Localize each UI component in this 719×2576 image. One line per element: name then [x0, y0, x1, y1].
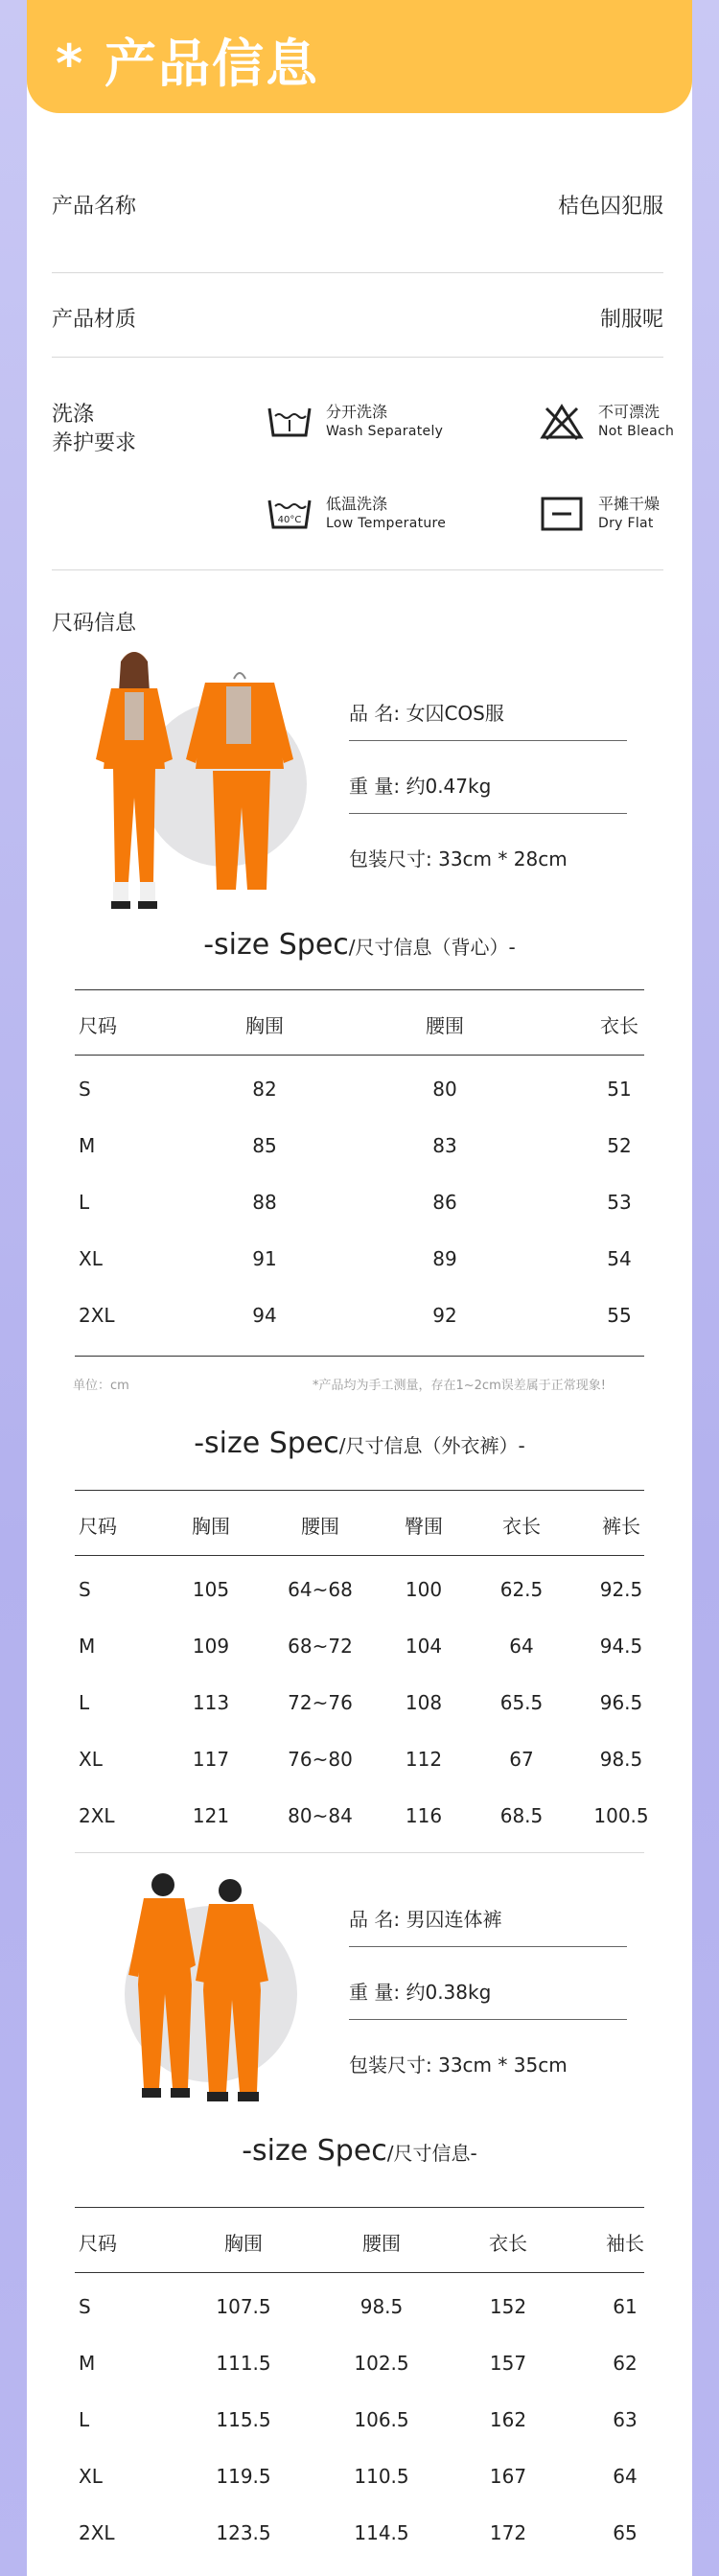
table-cell: 67: [509, 1748, 534, 1771]
spec2-title-small: /尺寸信息（外衣裤）-: [338, 1434, 525, 1457]
table-cell: 72~76: [288, 1691, 353, 1714]
product2-weight-label: 重 量:: [349, 1981, 401, 2004]
divider: [52, 357, 663, 358]
table-cell: 85: [252, 1134, 277, 1157]
product1-name-value: 女囚COS服: [406, 702, 504, 725]
product2-weight-line: [349, 1977, 627, 2005]
table-cell: 64: [613, 2465, 638, 2488]
care-label-line1: 洗涤: [52, 403, 95, 427]
underline: [349, 740, 627, 741]
table-cell: L: [79, 1691, 90, 1714]
care-item-no-bleach: [539, 403, 674, 441]
care-en: Not Bleach: [598, 424, 675, 439]
table-cell: 52: [607, 1134, 632, 1157]
spec3-table: [75, 2207, 644, 2576]
table-cell: 113: [192, 1691, 230, 1714]
product-name-label: 产品名称: [52, 195, 137, 219]
table-cell: 82: [252, 1078, 277, 1101]
table-cell: XL: [79, 1748, 103, 1771]
table-cell: 83: [432, 1134, 457, 1157]
table-cell: 100: [405, 1578, 443, 1601]
measure-note: *产品均为手工测量，存在1~2cm误差属于正常现象!: [313, 1379, 606, 1393]
table-cell: 157: [489, 2352, 527, 2375]
divider: [52, 272, 663, 273]
table-cell: M: [79, 2352, 96, 2375]
care-label-line2: 养护要求: [52, 431, 137, 455]
product2-pack-value: 33cm * 35cm: [438, 2054, 568, 2077]
table-header-cell: 胸围: [245, 1014, 284, 1037]
table-cell: 65.5: [499, 1691, 544, 1714]
table-header-cell: 衣长: [502, 1515, 541, 1538]
unit-note: 单位：cm: [73, 1379, 129, 1393]
table-cell: S: [79, 1078, 91, 1101]
table-cell: 2XL: [79, 1804, 115, 1827]
care-zh: 低温洗涤: [326, 495, 388, 513]
table-cell: 104: [405, 1635, 443, 1658]
table-cell: 53: [607, 1191, 632, 1214]
table-header-cell: 尺码: [79, 2232, 117, 2255]
table-cell: 2XL: [79, 2521, 115, 2544]
low-temp-wash-icon: [267, 495, 313, 533]
product1-weight-line: [349, 771, 627, 799]
table-cell: 62.5: [499, 1578, 544, 1601]
table-cell: 68.5: [499, 1804, 544, 1827]
spec1-title: [0, 928, 719, 962]
spec3-title-small: /尺寸信息-: [386, 2142, 477, 2165]
product1-pack-value: 33cm * 28cm: [438, 847, 568, 870]
table-cell: XL: [79, 1247, 103, 1270]
table-cell: 96.5: [599, 1691, 643, 1714]
care-zh: 不可漂洗: [598, 403, 661, 421]
table-cell: S: [79, 2295, 91, 2318]
table-cell: 115.5: [216, 2408, 271, 2431]
table-cell: 89: [432, 1247, 457, 1270]
divider: [52, 569, 663, 570]
spec1-title-small: /尺寸信息（背心）-: [348, 936, 516, 959]
underline: [349, 813, 627, 814]
table-header-cell: 腰围: [362, 2232, 401, 2255]
table-cell: 92: [432, 1304, 457, 1327]
svg-text:40°C: 40°C: [277, 515, 302, 525]
table-cell: 65: [613, 2521, 638, 2544]
table-cell: 116: [405, 1804, 443, 1827]
table-cell: 64~68: [288, 1578, 353, 1601]
table-cell: 63: [613, 2408, 638, 2431]
product-material-label: 产品材质: [52, 308, 137, 332]
table-header-cell: 臀围: [405, 1515, 443, 1538]
table-cell: L: [79, 1191, 90, 1214]
no-bleach-icon: [539, 403, 585, 441]
divider: [75, 1852, 644, 1853]
table-cell: 98.5: [360, 2295, 404, 2318]
table-cell: 121: [192, 1804, 230, 1827]
product1-name-line: [349, 698, 627, 726]
table-cell: 152: [489, 2295, 527, 2318]
table-cell: 94.5: [599, 1635, 643, 1658]
table-cell: 55: [607, 1304, 632, 1327]
table-header-cell: 胸围: [192, 1515, 230, 1538]
table-cell: 167: [489, 2465, 527, 2488]
table-header-cell: 裤长: [602, 1515, 640, 1538]
table-cell: S: [79, 1578, 91, 1601]
product2-name-value: 男囚连体裤: [406, 1908, 502, 1931]
table-cell: 107.5: [216, 2295, 271, 2318]
table-cell: 106.5: [354, 2408, 409, 2431]
male-jumpsuit-photo: [96, 1869, 316, 2109]
table-header-cell: 胸围: [224, 2232, 263, 2255]
table-cell: 91: [252, 1247, 277, 1270]
table-cell: L: [79, 2408, 90, 2431]
care-item-dry-flat: [539, 495, 660, 533]
table-rule: [75, 1555, 644, 1556]
table-rule: [75, 2207, 644, 2208]
care-zh: 分开洗涤: [326, 403, 388, 421]
product2-name-line: [349, 1904, 627, 1932]
table-cell: 111.5: [216, 2352, 271, 2375]
care-item-wash-separately: [267, 403, 443, 441]
table-cell: 100.5: [593, 1804, 649, 1827]
care-item-low-temperature: [267, 495, 446, 533]
table-header-cell: 尺码: [79, 1014, 117, 1037]
spec2-title: [0, 1427, 719, 1460]
table-cell: 172: [489, 2521, 527, 2544]
table-rule: [75, 1490, 644, 1491]
table-cell: 98.5: [599, 1748, 643, 1771]
table-cell: 76~80: [288, 1748, 353, 1771]
table-cell: 123.5: [216, 2521, 271, 2544]
table-header-cell: 衣长: [489, 2232, 527, 2255]
underline: [349, 1946, 627, 1947]
wash-separately-icon: [267, 403, 313, 441]
table-header-cell: 腰围: [426, 1014, 464, 1037]
table-cell: 105: [192, 1578, 230, 1601]
table-header-cell: 腰围: [301, 1515, 339, 1538]
table-cell: 92.5: [599, 1578, 643, 1601]
spec3-title: [0, 2134, 719, 2168]
table-header-cell: 尺码: [79, 1515, 117, 1538]
product1-weight-value: 约0.47kg: [406, 775, 492, 798]
care-en: Wash Separately: [326, 424, 444, 439]
table-cell: 114.5: [354, 2521, 409, 2544]
table-rule: [75, 1055, 644, 1056]
care-zh: 平摊干燥: [598, 495, 661, 513]
product1-pack-line: [349, 844, 627, 871]
underline: [349, 2019, 627, 2020]
product1-weight-label: 重 量:: [349, 775, 401, 798]
table-header-cell: 衣长: [600, 1014, 638, 1037]
table-cell: 80~84: [288, 1804, 353, 1827]
table-cell: 109: [192, 1635, 230, 1658]
table-cell: 88: [252, 1191, 277, 1214]
spec2-title-big: -size Spec: [194, 1427, 339, 1460]
table-rule: [75, 1356, 644, 1357]
table-rule: [75, 989, 644, 990]
product2-weight-value: 约0.38kg: [406, 1981, 492, 2004]
table-cell: 68~72: [288, 1635, 353, 1658]
dry-flat-icon: [539, 495, 585, 533]
table-cell: 119.5: [216, 2465, 271, 2488]
table-cell: 94: [252, 1304, 277, 1327]
table-cell: 110.5: [354, 2465, 409, 2488]
table-cell: 108: [405, 1691, 443, 1714]
table-cell: 51: [607, 1078, 632, 1101]
table-cell: 62: [613, 2352, 638, 2375]
table-cell: 162: [489, 2408, 527, 2431]
product2-pack-line: [349, 2050, 627, 2077]
care-en: Low Temperature: [326, 516, 447, 531]
product1-name-label: 品 名:: [349, 702, 401, 725]
table-cell: 54: [607, 1247, 632, 1270]
spec1-table: [75, 989, 644, 1363]
product2-pack-label: 包装尺寸:: [349, 2054, 432, 2077]
table-cell: 64: [509, 1635, 534, 1658]
table-cell: 102.5: [354, 2352, 409, 2375]
care-en: Dry Flat: [598, 516, 654, 531]
product-material-value: 制服呢: [599, 308, 663, 332]
spec3-title-big: -size Spec: [242, 2134, 387, 2168]
page-title: * 产品信息: [56, 34, 320, 94]
product-name-value: 桔色囚犯服: [557, 195, 663, 219]
table-cell: 86: [432, 1191, 457, 1214]
table-cell: 2XL: [79, 1304, 115, 1327]
table-cell: 117: [192, 1748, 230, 1771]
table-cell: 61: [613, 2295, 638, 2318]
female-costume-photo: [82, 644, 322, 924]
table-cell: M: [79, 1635, 96, 1658]
table-cell: 112: [405, 1748, 443, 1771]
care-label: [52, 401, 136, 458]
size-info-label: 尺码信息: [52, 612, 137, 636]
product1-pack-label: 包装尺寸:: [349, 847, 432, 870]
table-cell: 80: [432, 1078, 457, 1101]
header-banner: [27, 0, 692, 113]
product2-name-label: 品 名:: [349, 1908, 401, 1931]
table-rule: [75, 2272, 644, 2273]
spec1-title-big: -size Spec: [203, 928, 349, 962]
spec2-table: [75, 1490, 649, 1873]
table-header-cell: 袖长: [606, 2232, 644, 2255]
table-cell: M: [79, 1134, 96, 1157]
table-cell: XL: [79, 2465, 103, 2488]
